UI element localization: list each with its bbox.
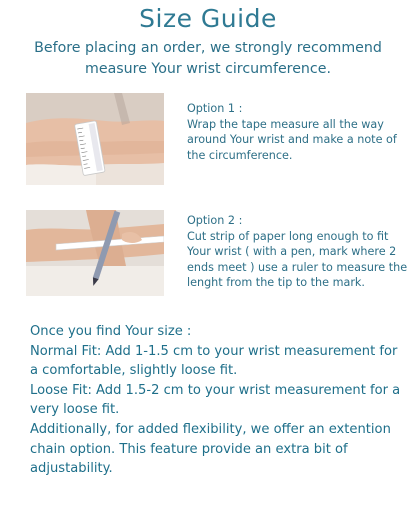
size-info bbox=[30, 322, 406, 479]
size-info-heading: Once you find Your size : bbox=[30, 324, 192, 339]
option-2-title: Option 2 : bbox=[187, 214, 243, 227]
option-2-text: Cut strip of paper long enough to fit Your wrist ( with a pen, mark where 2 ends meet ) use a ruler to measure the lenght from the tip to the mark. bbox=[187, 229, 408, 290]
option-1-title: Option 1 : bbox=[187, 102, 243, 115]
page-title: Size Guide bbox=[139, 4, 277, 33]
option-1 bbox=[187, 101, 409, 163]
page-subtitle: Before placing an order, we strongly recommend measure Your wrist circumference. bbox=[34, 40, 382, 77]
option-1-text: Wrap the tape measure all the way around Your wrist and make a note of the circumference. bbox=[187, 117, 397, 162]
normal-fit-text: Normal Fit: Add 1-1.5 cm to your wrist measurement for a comfortable, slightly loose fit. bbox=[30, 343, 398, 379]
option-2 bbox=[187, 213, 409, 291]
loose-fit-text: Loose Fit: Add 1.5-2 cm to your wrist measurement for a very loose fit. bbox=[30, 382, 401, 418]
extension-chain-text: Additionally, for added flexibility, we offer an extention chain option. This feature provide an extra bit of adjustability. bbox=[30, 421, 391, 477]
tape-measure-wrist-photo bbox=[26, 93, 164, 185]
paper-strip-wrist-photo bbox=[26, 210, 164, 296]
